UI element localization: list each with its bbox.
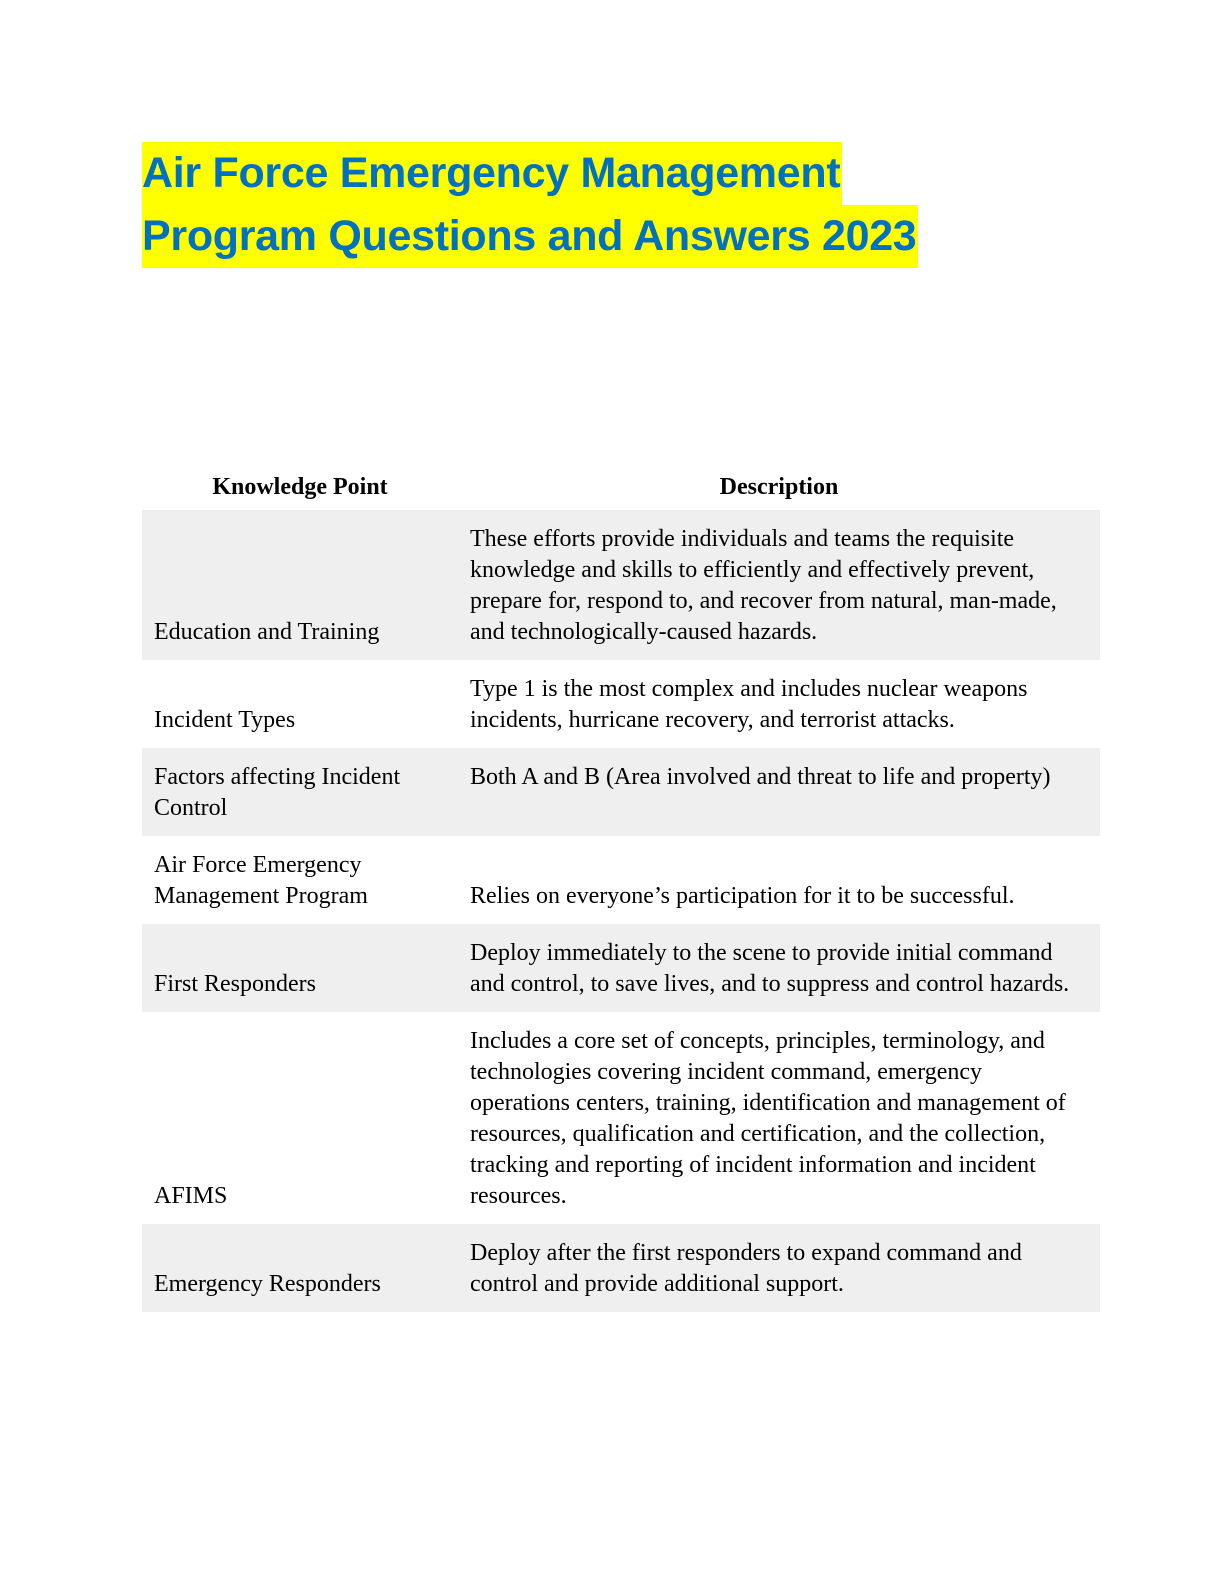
table-row (142, 748, 1100, 836)
description-cell: Relies on everyone’s participation for it to be successful. (470, 883, 1015, 909)
knowledge-table (142, 464, 1100, 1312)
description-cell: Both A and B (Area involved and threat to life and property) (458, 748, 1100, 836)
description-cell: Includes a core set of concepts, principles, terminology, and technologies covering incident command, emergency operations centers, training, identification and management of resources, qualification and certification, and the collection, tracking and reporting of incident information and incident resources. (470, 1028, 1066, 1209)
knowledge-point-cell: Air Force Emergency Management Program (154, 852, 368, 909)
knowledge-point-cell: AFIMS (154, 1183, 228, 1209)
knowledge-point-cell: Factors affecting Incident Control (142, 748, 458, 836)
table-row (142, 1224, 1100, 1312)
knowledge-point-cell: First Responders (142, 924, 458, 1012)
knowledge-point-cell: Emergency Responders (142, 1224, 458, 1312)
table-row (142, 510, 1100, 660)
knowledge-point-cell: Education and Training (142, 510, 458, 660)
description-cell: These efforts provide individuals and teams the requisite knowledge and skills to efficiently and effectively prevent, prepare for, respond to, and recover from natural, man-made, and technologically-caused hazards. (458, 510, 1100, 660)
table-row (142, 836, 1100, 924)
header-knowledge-point: Knowledge Point (212, 473, 388, 500)
description-cell: Type 1 is the most complex and includes nuclear weapons incidents, hurricane recovery, and terrorist attacks. (470, 676, 1028, 733)
table-header-row (142, 464, 1100, 510)
page-title-line-2: Program Questions and Answers 2023 (142, 205, 918, 268)
header-description: Description (719, 473, 839, 500)
page-title (142, 142, 918, 268)
description-cell: Deploy immediately to the scene to provide initial command and control, to save lives, and to suppress and control hazards. (458, 924, 1100, 1012)
table-row (142, 660, 1100, 748)
knowledge-point-cell: Incident Types (154, 707, 296, 733)
table-row (142, 1012, 1100, 1224)
table-row (142, 924, 1100, 1012)
page-title-line-1: Air Force Emergency Management (142, 142, 842, 205)
description-cell: Deploy after the first responders to expand command and control and provide additional support. (458, 1224, 1100, 1312)
